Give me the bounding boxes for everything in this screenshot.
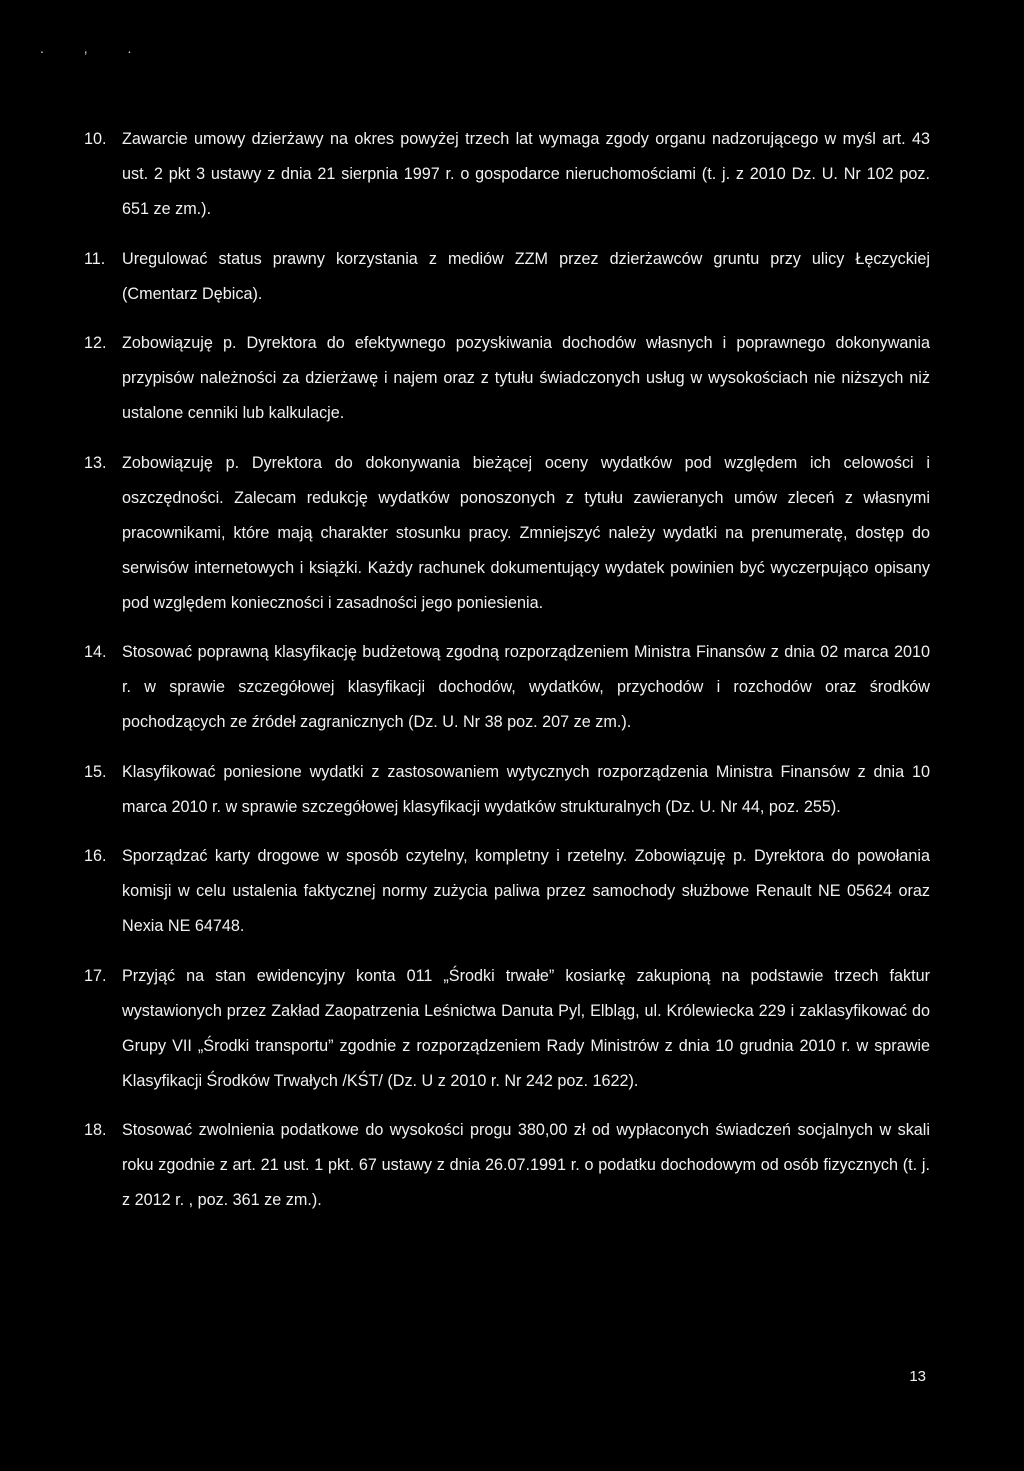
item-number: 13. (84, 453, 107, 472)
item-text: Sporządzać karty drogowe w sposób czytelny, kompletny i rzetelny. Zobowiązuję p. Dyrektora do powołania komisji w celu ustalenia faktycznej normy zużycia paliwa przez samochody służbowe Renault NE 05624 oraz Nexia NE 64748. (122, 847, 930, 935)
recommendations-list (84, 122, 930, 1233)
item-text: Zobowiązuję p. Dyrektora do dokonywania bieżącej oceny wydatków pod względem ich celowości i oszczędności. Zalecam redukcję wydatków ponoszonych z tytułu zawieranych umów zleceń z własnymi pracownikami, które mają charakter stosunku pracy. Zmniejszyć należy wydatki na prenumeratę, dostęp do serwisów internetowych i książki. Każdy rachunek dokumentujący wydatek powinien być wyczerpująco opisany pod względem konieczności i zasadności jego poniesienia. (122, 453, 930, 612)
item-number: 10. (84, 130, 107, 148)
item-number: 11. (84, 249, 106, 268)
item-number: 12. (84, 334, 107, 352)
item-text: Stosować poprawną klasyfikację budżetową zgodną rozporządzeniem Ministra Finansów z dnia 02 marca 2010 r. w sprawie szczegółowej klasyfikacji dochodów, wydatków, przychodów i rozchodów oraz środków pochodzących ze źródeł zagranicznych (Dz. U. Nr 38 poz. 207 ze zm.). (122, 643, 930, 731)
item-text: Zawarcie umowy dzierżawy na okres powyżej trzech lat wymaga zgody organu nadzorującego w myśl art. 43 ust. 2 pkt 3 ustawy z dnia 21 sierpnia 1997 r. o gospodarce nieruchomościami (t. j. z 2010 Dz. U. Nr 102 poz. 651 ze zm.). (122, 130, 930, 218)
scan-marks: . , . (40, 40, 150, 56)
item-number: 15. (84, 762, 107, 781)
item-text: Zobowiązuję p. Dyrektora do efektywnego pozyskiwania dochodów własnych i poprawnego dokonywania przypisów należności za dzierżawę i najem oraz z tytułu świadczonych usług w wysokościach nie niższych niż ustalone cenniki lub kalkulacje. (122, 334, 930, 422)
list-item (84, 242, 930, 312)
item-text: Klasyfikować poniesione wydatki z zastosowaniem wytycznych rozporządzenia Ministra Finansów z dnia 10 marca 2010 r. w sprawie szczegółowej klasyfikacji wydatków strukturalnych (Dz. U. Nr 44, poz. 255). (122, 762, 930, 816)
item-text: Uregulować status prawny korzystania z mediów ZZM przez dzierżawców gruntu przy ulicy Łęczyckiej (Cmentarz Dębica). (122, 249, 930, 303)
item-number: 18. (84, 1121, 107, 1139)
list-item (84, 122, 930, 227)
item-number: 14. (84, 643, 107, 661)
item-text: Stosować zwolnienia podatkowe do wysokości progu 380,00 zł od wypłaconych świadczeń socjalnych w skali roku zgodnie z art. 21 ust. 1 pkt. 67 ustawy z dnia 26.07.1991 r. o podatku dochodowym od osób fizycznych (t. j. z 2012 r. , poz. 361 ze zm.). (122, 1121, 930, 1209)
list-item (84, 839, 930, 944)
list-item (84, 959, 930, 1099)
list-item (84, 635, 930, 740)
item-number: 17. (84, 966, 107, 985)
item-text: Przyjąć na stan ewidencyjny konta 011 „Środki trwałe” kosiarkę zakupioną na podstawie trzech faktur wystawionych przez Zakład Zaopatrzenia Leśnictwa Danuta Pyl, Elbląg, ul. Królewiecka 229 i zaklasyfikować do Grupy VII „Środki transportu” zgodnie z rozporządzeniem Rady Ministrów z dnia 10 grudnia 2010 r. w sprawie Klasyfikacji Środków Trwałych /KŚT/ (Dz. U z 2010 r. Nr 242 poz. 1622). (122, 966, 930, 1090)
item-number: 16. (84, 847, 107, 865)
list-item (84, 446, 930, 621)
page-number: 13 (909, 1368, 926, 1385)
list-item (84, 326, 930, 431)
list-item (84, 1113, 930, 1218)
list-item (84, 755, 930, 825)
